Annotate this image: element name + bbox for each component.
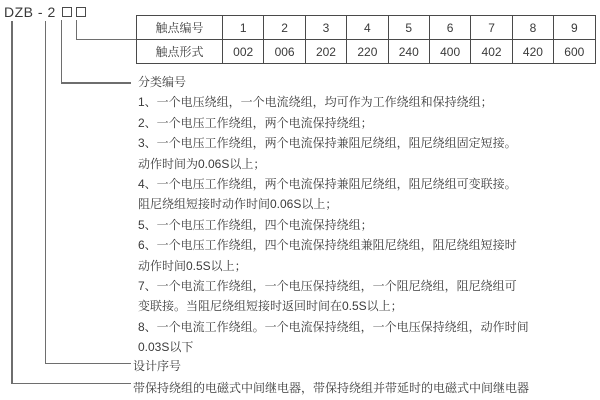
classification-title: 分类编号 — [138, 75, 187, 89]
contact-number-cell: 4 — [347, 16, 388, 40]
contact-form-cell: 600 — [554, 40, 595, 64]
contact-number-cell: 3 — [305, 16, 346, 40]
classification-line: 0.03S以下 — [138, 340, 194, 355]
classification-line: 变联接。当阻尼绕组短接时返回时间在0.5S以上； — [138, 299, 403, 314]
contact-number-cell: 2 — [264, 16, 305, 40]
classification-line: 7、一个电流工作绕组，一个电压保持绕组，一个阻尼绕组，阻尼绕组可 — [138, 278, 517, 293]
contact-form-cell: 202 — [305, 40, 346, 64]
classification-line: 6、一个电压工作绕组，四个电流保持绕组兼阻尼绕组，阻尼绕组短接时 — [138, 238, 517, 253]
design-serial-label: 设计序号 — [133, 359, 182, 373]
contact-number-cell: 9 — [554, 16, 595, 40]
classification-line: 阻尼绕组短接时动作时间0.06S以上； — [138, 197, 338, 212]
contact-form-table — [136, 15, 596, 64]
connector-series-horizontal — [11, 383, 131, 385]
contact-number-row — [137, 16, 596, 40]
contact-form-row — [137, 40, 596, 64]
classification-digit-box — [62, 7, 72, 17]
classification-line: 4、一个电压工作绕组，两个电流保持兼阻尼绕组，阻尼绕组可变联接。 — [138, 176, 517, 191]
contact-digit-box — [76, 7, 86, 17]
contact-number-row-label: 触点编号 — [137, 16, 223, 40]
connector-classification-vertical — [61, 20, 63, 83]
connector-contact-vertical — [76, 20, 78, 40]
contact-form-cell: 402 — [471, 40, 512, 64]
connector-design-vertical — [45, 21, 47, 364]
connector-design-horizontal — [45, 363, 131, 365]
classification-line: 3、一个电压工作绕组，两个电流保持兼阻尼绕组，阻尼绕组固定短接。 — [138, 136, 517, 151]
classification-line: 动作时间为0.06S以上； — [138, 156, 266, 171]
contact-number-cell: 8 — [512, 16, 553, 40]
contact-form-cell: 002 — [223, 40, 264, 64]
contact-form-cell: 006 — [264, 40, 305, 64]
connector-series-vertical — [11, 21, 13, 384]
classification-section — [138, 72, 529, 357]
contact-form-cell: 220 — [347, 40, 388, 64]
classification-line: 1、一个电压绕组，一个电流绕组，均可作为工作绕组和保持绕组； — [138, 95, 493, 110]
connector-classification-horizontal — [61, 82, 131, 84]
contact-number-cell: 5 — [388, 16, 429, 40]
contact-number-cell: 6 — [429, 16, 470, 40]
contact-number-cell: 1 — [223, 16, 264, 40]
contact-form-cell: 240 — [388, 40, 429, 64]
classification-line: 8、一个电流工作绕组。一个电流保持绕组，一个电压保持绕组，动作时间 — [138, 319, 529, 334]
connector-contact-horizontal — [76, 39, 137, 41]
contact-form-cell: 400 — [429, 40, 470, 64]
classification-line: 5、一个电压工作绕组，四个电流保持绕组； — [138, 217, 373, 232]
contact-form-row-label: 触点形式 — [137, 40, 223, 64]
contact-form-cell: 420 — [512, 40, 553, 64]
model-code — [4, 4, 86, 20]
model-code-prefix: DZB - 2 — [4, 4, 56, 20]
series-description-label: 带保持绕组的电磁式中间继电器，带保持绕组并带延时的电磁式中间继电器 — [133, 381, 530, 395]
classification-line: 2、一个电压工作绕组，两个电流保持绕组； — [138, 115, 373, 130]
classification-line: 动作时间0.5S以上； — [138, 258, 247, 273]
contact-number-cell: 7 — [471, 16, 512, 40]
